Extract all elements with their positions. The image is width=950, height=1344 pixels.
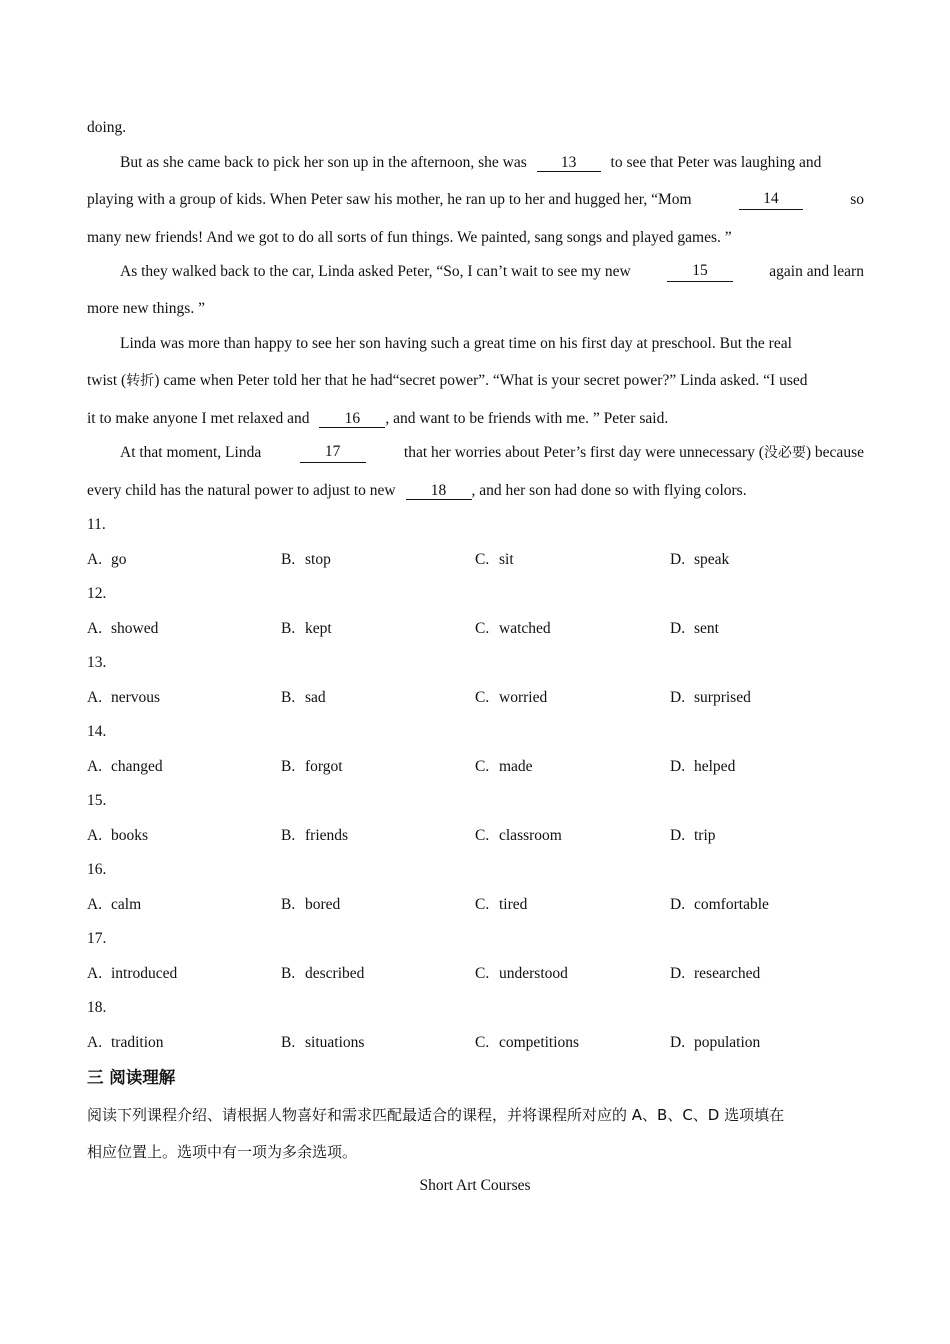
passage-text: it to make anyone I met relaxed and: [87, 410, 310, 427]
option-text: introduced: [111, 965, 178, 982]
passage-text: playing with a group of kids. When Peter saw his mother, he ran up to her and hugged her, “Mom: [87, 191, 692, 208]
option-text: go: [111, 551, 127, 568]
question-number: 14.: [87, 723, 107, 740]
option-text: friends: [305, 827, 349, 844]
passage-text: more new things. ”: [87, 300, 205, 317]
option-letter: D.: [670, 758, 686, 775]
passage-line-4: [87, 228, 732, 248]
option-text: understood: [499, 965, 568, 982]
option-d: [670, 1033, 760, 1053]
passage-title: Short Art Courses: [419, 1177, 531, 1194]
option-letter: C.: [475, 758, 490, 775]
option-letter: B.: [281, 551, 296, 568]
option-b: [281, 619, 332, 639]
option-a: [87, 688, 160, 708]
gloss-text: 转折: [126, 373, 155, 389]
option-letter: B.: [281, 689, 296, 706]
blank-14: 14: [739, 190, 803, 210]
option-letter: D.: [670, 1034, 686, 1051]
question-number: 15.: [87, 792, 107, 809]
option-letter: D.: [670, 689, 686, 706]
option-text: trip: [694, 827, 716, 844]
passage-text: to see that Peter was laughing and: [610, 154, 822, 171]
passage-text: , and want to be friends with me. ” Peter said.: [385, 410, 669, 427]
option-letter: B.: [281, 896, 296, 913]
option-c: [475, 550, 514, 570]
option-text: sit: [499, 551, 514, 568]
option-c: [475, 688, 547, 708]
question-number: 16.: [87, 861, 107, 878]
passage-line-11: [87, 481, 747, 501]
passage-text: many new friends! And we got to do all sorts of fun things. We painted, sang songs and played games. ”: [87, 229, 732, 246]
option-text: researched: [694, 965, 761, 982]
instruction-line-2: 相应位置上。选项中有一项为多余选项。: [87, 1143, 358, 1161]
passage-text: again and learn: [769, 263, 864, 280]
option-b: [281, 964, 364, 984]
option-text: bored: [305, 896, 341, 913]
option-text: competitions: [499, 1034, 580, 1051]
passage-line-8: [87, 371, 807, 391]
blank-13: 13: [537, 154, 601, 172]
option-letter: B.: [281, 1034, 296, 1051]
option-text: showed: [111, 620, 159, 637]
option-c: [475, 964, 568, 984]
option-text: tired: [499, 896, 528, 913]
option-letter: D.: [670, 620, 686, 637]
option-text: comfortable: [694, 896, 769, 913]
option-text: books: [111, 827, 149, 844]
option-letter: C.: [475, 620, 490, 637]
passage-text: doing.: [87, 119, 127, 136]
option-a: [87, 619, 158, 639]
question-number: 11.: [87, 516, 106, 533]
option-text: tradition: [111, 1034, 164, 1051]
passage-line-2: [120, 153, 821, 173]
option-text: classroom: [499, 827, 562, 844]
option-a: [87, 826, 148, 846]
passage-text: every child has the natural power to adjust to new: [87, 482, 396, 499]
blank-17: 17: [300, 443, 366, 463]
option-a: [87, 550, 127, 570]
option-letter: A.: [87, 827, 103, 844]
option-text: sent: [694, 620, 719, 637]
option-text: speak: [694, 551, 730, 568]
option-d: [670, 757, 735, 777]
option-letter: C.: [475, 827, 490, 844]
passage-text: so: [850, 191, 864, 208]
question-number: 17.: [87, 930, 107, 947]
option-letter: A.: [87, 758, 103, 775]
option-letter: C.: [475, 1034, 490, 1051]
section-heading: 三 阅读理解: [87, 1068, 176, 1087]
option-letter: A.: [87, 1034, 103, 1051]
option-text: made: [499, 758, 533, 775]
option-d: [670, 550, 729, 570]
option-letter: D.: [670, 896, 686, 913]
option-b: [281, 550, 331, 570]
passage-line-10: [120, 443, 864, 463]
option-letter: A.: [87, 620, 103, 637]
option-c: [475, 895, 527, 915]
option-letter: B.: [281, 620, 296, 637]
option-d: [670, 826, 716, 846]
option-text: population: [694, 1034, 761, 1051]
passage-text: , and her son had done so with flying colors.: [471, 482, 747, 499]
option-c: [475, 619, 551, 639]
option-a: [87, 757, 163, 777]
option-text: calm: [111, 896, 142, 913]
passage-line-5: [120, 262, 864, 282]
option-letter: B.: [281, 758, 296, 775]
option-d: [670, 895, 769, 915]
blank-18: 18: [406, 482, 472, 500]
option-letter: B.: [281, 827, 296, 844]
option-letter: D.: [670, 551, 686, 568]
option-letter: C.: [475, 689, 490, 706]
blank-16: 16: [319, 410, 385, 428]
option-text: helped: [694, 758, 736, 775]
option-letter: D.: [670, 965, 686, 982]
option-text: changed: [111, 758, 163, 775]
option-letter: A.: [87, 551, 103, 568]
instruction-line-1: 阅读下列课程介绍、请根据人物喜好和需求匹配最适合的课程，并将课程所对应的 A、B、C、D 选项填在: [87, 1106, 785, 1124]
passage-line-6: [87, 299, 205, 319]
option-b: [281, 826, 348, 846]
option-letter: C.: [475, 965, 490, 982]
option-b: [281, 1033, 364, 1053]
option-d: [670, 619, 719, 639]
option-letter: B.: [281, 965, 296, 982]
passage-line-9: [87, 409, 668, 429]
option-a: [87, 1033, 164, 1053]
option-a: [87, 964, 177, 984]
passage-text: ) came when Peter told her that he had“secret power”. “What is your secret power?” Linda asked. “I used: [154, 372, 808, 389]
question-number: 12.: [87, 585, 107, 602]
passage-text: twist (: [87, 372, 127, 389]
option-b: [281, 895, 340, 915]
option-text: described: [305, 965, 365, 982]
passage-text: that her worries about Peter’s first day were unnecessary (: [403, 444, 764, 461]
option-c: [475, 757, 533, 777]
option-letter: C.: [475, 551, 490, 568]
option-letter: A.: [87, 689, 103, 706]
passage-text: ) because: [805, 444, 864, 461]
passage-line-3: [87, 190, 864, 210]
question-number: 13.: [87, 654, 107, 671]
option-d: [670, 964, 760, 984]
passage-text: As they walked back to the car, Linda asked Peter, “So, I can’t wait to see my new: [120, 263, 631, 280]
option-letter: A.: [87, 896, 103, 913]
option-text: stop: [305, 551, 331, 568]
passage-text: But as she came back to pick her son up in the afternoon, she was: [120, 154, 527, 171]
option-c: [475, 1033, 579, 1053]
option-text: kept: [305, 620, 332, 637]
passage-line-7: [120, 334, 792, 354]
blank-15: 15: [667, 262, 733, 282]
option-d: [670, 688, 751, 708]
option-b: [281, 757, 343, 777]
passage-text: At that moment, Linda: [120, 444, 262, 461]
option-b: [281, 688, 326, 708]
option-c: [475, 826, 562, 846]
option-text: situations: [305, 1034, 365, 1051]
option-letter: D.: [670, 827, 686, 844]
passage-text: Linda was more than happy to see her son having such a great time on his first day at preschool. But the real: [120, 335, 792, 352]
option-text: watched: [499, 620, 551, 637]
option-text: forgot: [305, 758, 343, 775]
option-letter: A.: [87, 965, 103, 982]
option-text: nervous: [111, 689, 161, 706]
option-text: worried: [499, 689, 548, 706]
passage-line-1: [87, 118, 126, 138]
gloss-text: 没必要: [763, 445, 806, 461]
option-a: [87, 895, 141, 915]
option-text: surprised: [694, 689, 751, 706]
question-number: 18.: [87, 999, 107, 1016]
option-letter: C.: [475, 896, 490, 913]
option-text: sad: [305, 689, 326, 706]
